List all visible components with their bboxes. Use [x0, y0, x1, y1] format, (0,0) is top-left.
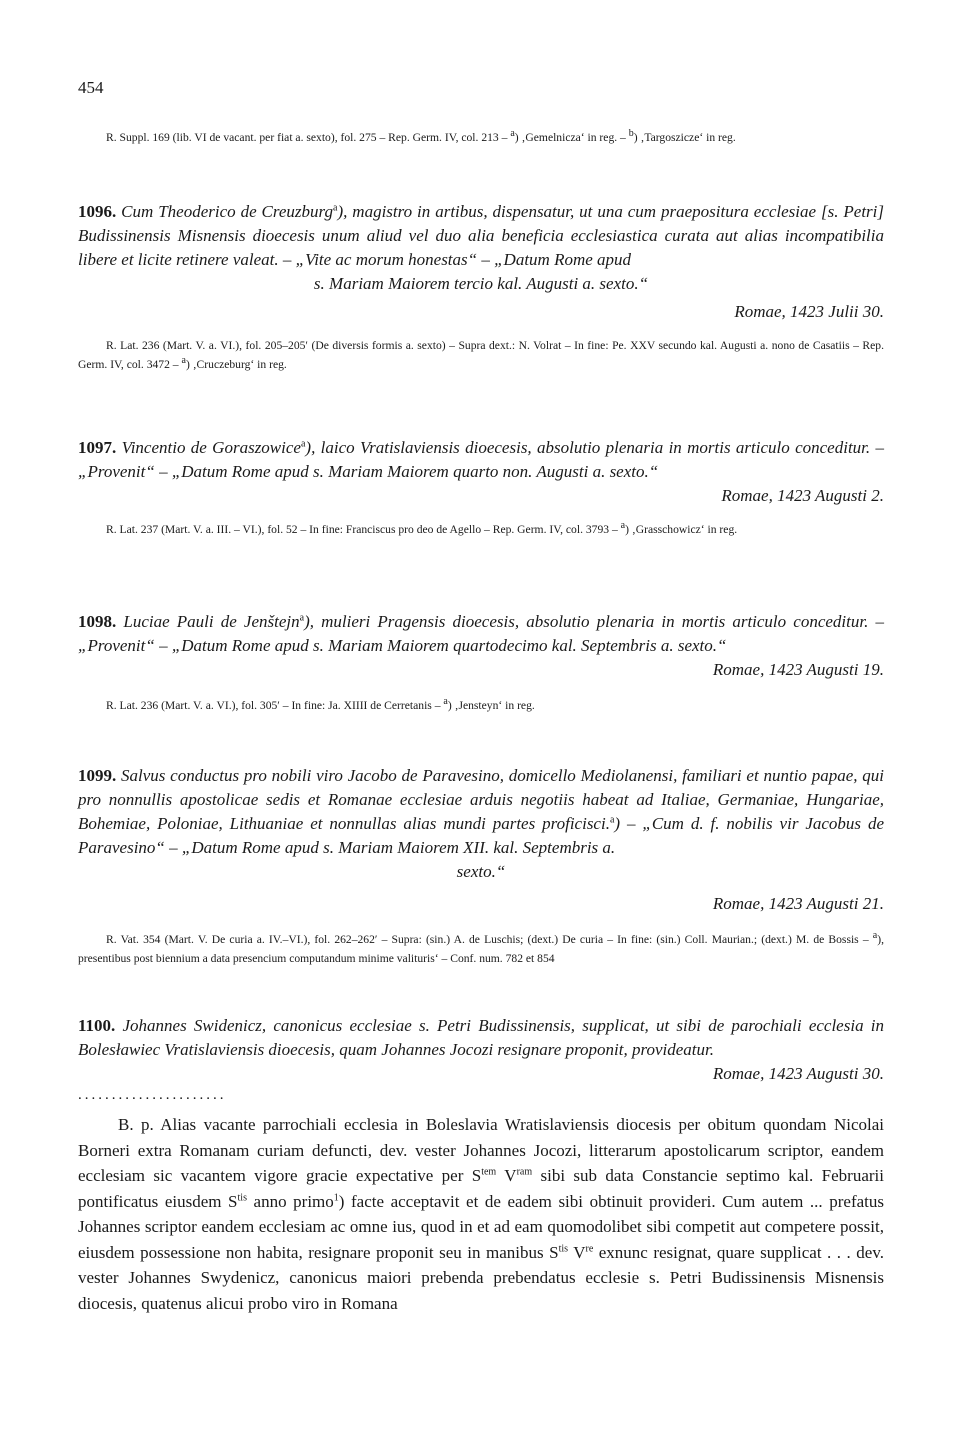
entry-number: 1099. — [78, 766, 117, 785]
entry-number: 1097. — [78, 438, 117, 457]
entry-note: R. Lat. 237 (Mart. V. a. III. – VI.), fol. 52 – In fine: Franciscus pro deo de Agello – Rep. Germ. IV, col. 3793 – $^a$) ‚Grasschowicz‘ in reg. — [106, 520, 738, 536]
entry-1097: 1097. Vincentio de Goraszowice$^a$), laico Vratislaviensis dioecesis, absolutio plenaria in mortis articulo conceditur. – „Provenit“ – „Datum Rome apud s. Mariam Maiorem quarto non. Augusti a. sexto.“ Romae, 1423 Augusti 2. R. Lat. 237 (Mart. V. a. III. – VI.), fol. 52 – In fine: Franciscus pro deo de Agello – Rep. Germ. IV, col. 3793 – $^a$) ‚Grasschowicz‘ in reg. — [78, 436, 884, 539]
entry-note: R. Lat. 236 (Mart. V. a. VI.), fol. 205–205′ (De diversis formis a. sexto) – Supra dext.: N. Volrat – In fine: Pe. XXV secundo kal. Augusti a. nono de Casatiis – Rep. Germ. IV, col. 3472 – $^a$) ‚Cruczeburg‘ in reg. — [78, 339, 884, 371]
entry-1099: 1099. Salvus conductus pro nobili viro Jacobo de Paravesino, domicello Mediolanensi, familiari et nuntio papae, qui pro nonnullis apostolicae sedis et Romanae ecclesiae arduis negotiis habeat ad Italiae, Germaniae, Hungariae, Bohemiae, Poloniae, Lithuaniae et nonnullas alias mundi partes proficisci.$^a$) – „Cum d. f. nobilis vir Jacobus de Paravesino“ – „Datum Rome apud s. Mariam Maiorem XII. kal. Septembris a. sexto.“ Romae, 1423 Augusti 21. R. Vat. 354 (Mart. V. De curia a. IV.–VI.), fol. 262–262′ – Supra: (sin.) A. de Luschis; (dext.) De curia – In fine: (sin.) Coll. Maurian.; (dext.) M. de Bossis – $^a$), presentibus post biennium a data presencium computandum minime valituris‘ – Conf. num. 782 et 854 — [78, 764, 884, 968]
entry-1096: 1096. Cum Theoderico de Creuzburg$^a$), magistro in artibus, dispensatur, ut una cum praepositura ecclesiae [s. Petri] Budissinensis Misnensis dioecesis unum aliud vel duo alia beneficia ecclesiastica curata aut alias incompatibilia libere et licite retinere valeat. – „Vite ac morum honestas“ – „Datum Rome apud s. Mariam Maiorem tercio kal. Augusti a. sexto.“ Romae, 1423 Julii 30. R. Lat. 236 (Mart. V. a. VI.), fol. 205–205′ (De diversis formis a. sexto) – Supra dext.: N. Volrat – In fine: Pe. XXV secundo kal. Augusti a. nono de Casatiis – Rep. Germ. IV, col. 3472 – $^a$) ‚Cruczeburg‘ in reg. — [78, 200, 884, 374]
entry-1098: 1098. Luciae Pauli de Jenštejn$^a$), mulieri Pragensis dioecesis, absolutio plenaria in mortis articulo conceditur. – „Provenit“ – „Datum Rome apud s. Mariam Maiorem quartodecimo kal. Septembris a. sexto.“ Romae, 1423 Augusti 19. R. Lat. 236 (Mart. V. a. VI.), fol. 305′ – In fine: Ja. XIIII de Cerretanis – $^a$) ‚Jensteyn‘ in reg. — [78, 610, 884, 715]
entry-center-line: s. Mariam Maiorem tercio kal. Augusti a. sexto.“ — [313, 274, 649, 293]
entry-date: Romae, 1423 Augusti 30. — [712, 1064, 884, 1083]
entry-number: 1100. — [78, 1016, 116, 1035]
entry-date: Romae, 1423 Augusti 19. — [712, 660, 884, 679]
entry-date: Romae, 1423 Julii 30. — [734, 302, 884, 321]
footnote-previous-entry: R. Suppl. 169 (lib. VI de vacant. per fiat a. sexto), fol. 275 – Rep. Germ. IV, col. 213 – $^a$) ‚Gemelnicza‘ in reg. – $^b$) ‚Targoszicze‘ in reg. — [106, 128, 736, 144]
entry-date: Romae, 1423 Augusti 2. — [721, 486, 884, 505]
ellipsis-dots: ...................... — [78, 1087, 227, 1103]
entry-number: 1098. — [78, 612, 117, 631]
supplication-text: B. p. Alias vacante parrochiali ecclesia in Boleslavia Wratislaviensis diocesis per obitum quondam Nicolai Borneri extra Romanam curiam defuncti, dev. vester Johannes Jocozi, litterarum apostolicarum scriptor, eandem ecclesiam sic vacantem vigore gracie expectative per $S^{tem}$ $V^{ram}$ sibi sub data Constancie septimo kal. Februarii pontificatus eiusdem $S^{tis}$ anno primo$^1$) facte acceptavit et de eadem sibi obtinuit provideri. Cum autem ... prefatus Johannes scriptor eandem ecclesiam ac omne ius, quod in et ad eam quomodolibet sibi competit aut competere possit, eiusdem possessione non habita, resignare proponit seu in manibus $S^{tis}$ Vre exnunc resignat, quare supplicat . . . dev. vester Johannes Swydenicz, canonicus maiori prebenda prebendatus ecclesie s. Petri Budissinensis Misnensis diocesis, quatenus alicui probo viro in Romana — [78, 1115, 884, 1313]
entry-center-line: sexto.“ — [456, 862, 506, 881]
entry-1100: 1100. Johannes Swidenicz, canonicus ecclesiae s. Petri Budissinensis, supplicat, ut sibi de parochiali ecclesia in Bolesławiec Vratislaviensis dioecesis, quam Johannes Jocozi resignare proponit, provideatur. Romae, 1423 Augusti 30. ...................... B. p. Alias vacante parrochiali ecclesia in Boleslavia Wratislaviensis diocesis per obitum quondam Nicolai Borneri extra Romanam curiam defuncti, dev. vester Johannes Jocozi, litterarum apostolicarum scriptor, eandem ecclesiam sic vacantem vigore gracie expectative per $S^{tem}$ $V^{ram}$ sibi sub data Constancie septimo kal. Februarii pontificatus eiusdem $S^{tis}$ anno primo$^1$) facte acceptavit et de eadem sibi obtinuit provideri. Cum autem ... prefatus Johannes scriptor eandem ecclesiam ac omne ius, quod in et ad eam quomodolibet sibi competit aut competere possit, eiusdem possessione non habita, resignare proponit seu in manibus $S^{tis}$ Vre exnunc resignat, quare supplicat . . . dev. vester Johannes Swydenicz, canonicus maiori prebenda prebendatus ecclesie s. Petri Budissinensis Misnensis diocesis, quatenus alicui probo viro in Romana — [78, 1014, 884, 1316]
entry-number: 1096. — [78, 202, 117, 221]
entry-date: Romae, 1423 Augusti 21. — [712, 894, 884, 913]
page-number: 454 — [78, 78, 104, 97]
entry-note: R. Lat. 236 (Mart. V. a. VI.), fol. 305′ – In fine: Ja. XIIII de Cerretanis – $^a$) ‚Jensteyn‘ in reg. — [106, 696, 535, 712]
entry-note: R. Vat. 354 (Mart. V. De curia a. IV.–VI.), fol. 262–262′ – Supra: (sin.) A. de Luschis; (dext.) De curia – In fine: (sin.) Coll. Maurian.; (dext.) M. de Bossis – $^a$), presentibus post biennium a data presencium computandum minime valituris‘ – Conf. num. 782 et 854 — [78, 930, 884, 965]
